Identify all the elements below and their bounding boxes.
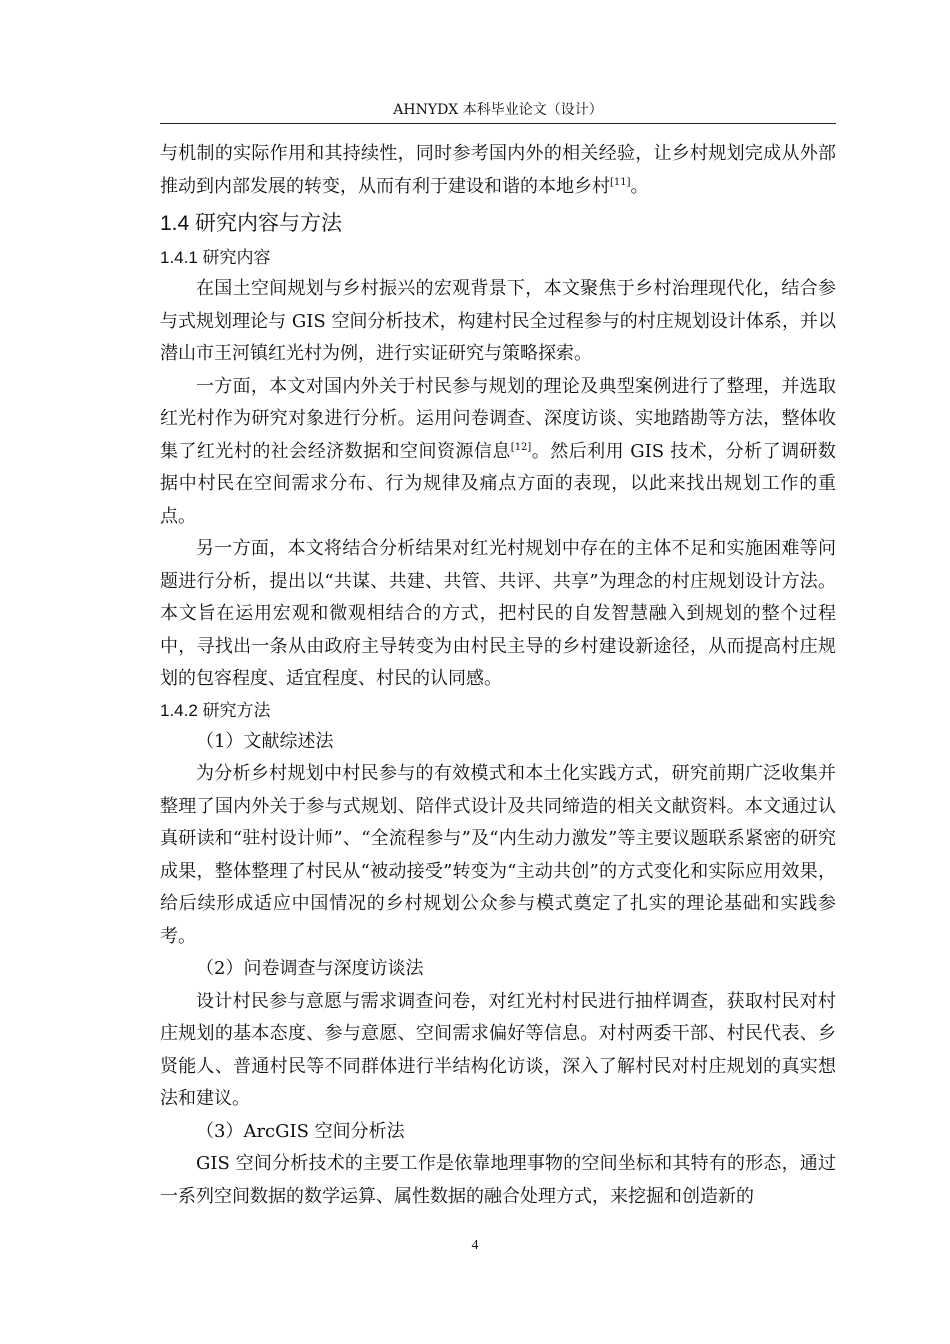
paragraph-continuation: 与机制的实际作用和其持续性，同时参考国内外的相关经验，让乡村规划完成从外部推动到内部发展的转变，从而有利于建设和谐的本地乡村[11]。 [160, 143, 836, 197]
paragraph-research-background: 在国土空间规划与乡村振兴的宏观背景下，本文聚焦于乡村治理现代化，结合参与式规划理论与 GIS 空间分析技术，构建村民全过程参与的村庄规划设计体系，并以潜山市王河镇红光村为例，进行实证研究与策略探索。 [160, 278, 836, 364]
page-number: 4 [471, 1238, 479, 1253]
paragraph-gis-method: GIS 空间分析技术的主要工作是依靠地理事物的空间坐标和其特有的形态，通过一系列空间数据的数学运算、属性数据的融合处理方式，来挖掘和创造新的 [160, 1153, 836, 1207]
method-item-arcgis: （3）ArcGIS 空间分析法 [196, 1120, 405, 1142]
section-heading-1-4: 1.4 研究内容与方法 [160, 212, 343, 235]
method-item-literature: （1）文献综述法 [196, 730, 334, 752]
paragraph-survey-method: 设计村民参与意愿与需求调查问卷，对红光村村民进行抽样调查，获取村民对村庄规划的基本态度、参与意愿、空间需求偏好等信息。对村两委干部、村民代表、乡贤能人、普通村民等不同群体进行半结构化访谈，深入了解村民对村庄规划的真实想法和建议。 [160, 990, 836, 1109]
running-header: AHNYDX 本科毕业论文（设计） [393, 102, 603, 118]
method-item-survey: （2）问卷调查与深度访谈法 [196, 958, 424, 979]
paragraph-research-part-one: 一方面，本文对国内外关于村民参与规划的理论及典型案例进行了整理，并选取红光村作为研究对象进行分析。运用问卷调查、深度访谈、实地踏勘等方法，整体收集了红光村的社会经济数据和空间资源信息[12]。然后利用 GIS 技术，分析了调研数据中村民在空间需求分布、行为规律及痛点方面的表现，以此来找出规划工作的重点。 [160, 375, 836, 527]
subsection-heading-1-4-2: 1.4.2 研究方法 [160, 700, 271, 720]
citation-ref: [11] [610, 176, 631, 188]
paragraph-literature-method: 为分析乡村规划中村民参与的有效模式和本土化实践方式，研究前期广泛收集并整理了国内外关于参与式规划、陪伴式设计及共同缔造的相关文献资料。本文通过认真研读和“驻村设计师”、“全流程参与”及“内生动力激发”等主要议题联系紧密的研究成果，整体整理了村民从“被动接受”转变为“主动共创”的方式变化和实际应用效果，给后续形成适应中国情况的乡村规划公众参与模式奠定了扎实的理论基础和实践参考。 [160, 763, 836, 947]
citation-ref: [12] [510, 441, 532, 453]
paragraph-research-part-two: 另一方面，本文将结合分析结果对红光村规划中存在的主体不足和实施困难等问题进行分析，提出以“共谋、共建、共管、共评、共享”为理念的村庄规划设计方法。本文旨在运用宏观和微观相结合的方式，把村民的自发智慧融入到规划的整个过程中，寻找出一条从由政府主导转变为由村民主导的乡村建设新途径，从而提高村庄规划的包容程度、适宜程度、村民的认同感。 [160, 538, 836, 689]
header-rule [160, 123, 836, 124]
subsection-heading-1-4-1: 1.4.1 研究内容 [160, 248, 271, 267]
document-body [160, 138, 836, 1213]
